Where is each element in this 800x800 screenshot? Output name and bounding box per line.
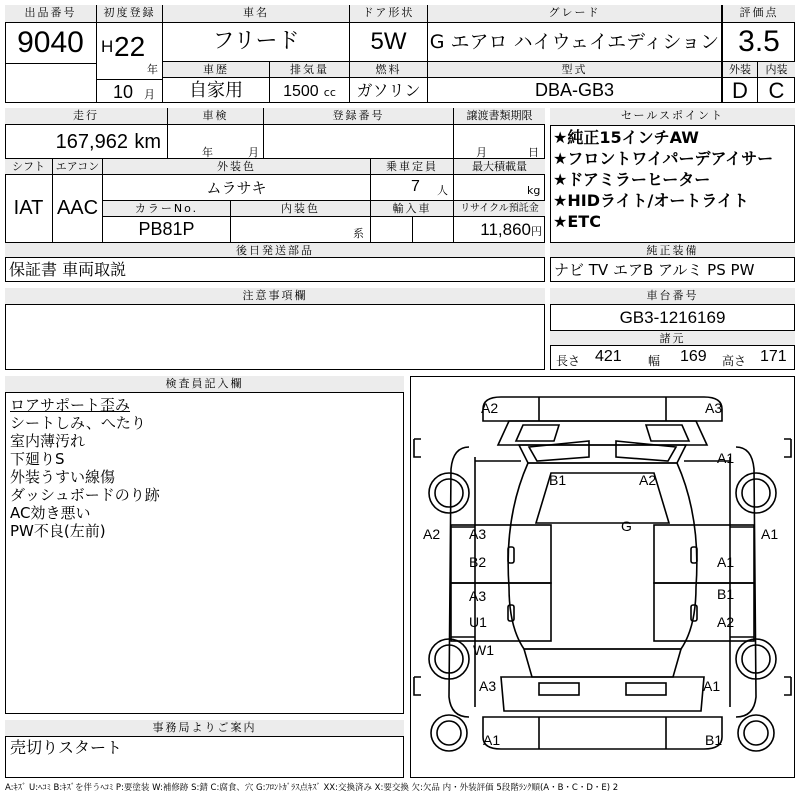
car-outline [414, 397, 791, 751]
car-diagram-svg [411, 377, 794, 777]
later-parts-label: 後日発送部品 [5, 242, 545, 258]
import-cell-1 [371, 217, 413, 242]
inspection-month-unit: 月 [248, 146, 259, 158]
door-type: 5W [350, 23, 428, 61]
interior-label: 内装 [758, 61, 795, 78]
damage-code: A1 [717, 554, 735, 570]
month: 10 [113, 82, 134, 102]
damage-code: A2 [481, 400, 499, 416]
ac-label: エアコン [53, 158, 103, 175]
mileage-label: 走行 [5, 108, 168, 125]
capacity [371, 175, 454, 201]
height-value: 171 [760, 348, 787, 365]
recycle-value: 11,860 [480, 220, 531, 239]
office-note: 売切りスタート [10, 738, 123, 757]
length-label: 長さ [556, 354, 581, 368]
height-label: 高さ [722, 354, 747, 368]
sales-points-label: セールスポイント [550, 108, 795, 126]
legend: A:ｷｽﾞ U:ﾍｺﾐ B:ｷｽﾞを伴うﾍｺﾐ P:要塗装 W:補修跡 S:錆 C:腐食、穴 G:ﾌﾛﾝﾄｶﾞﾗｽ点ｷｽﾞ XX:交換済み X:要交換 欠:欠品 内・外装評価 5段階ﾗﾝｸ順(A・B・C・D・E) 2 [5, 783, 619, 793]
lot-blank [5, 63, 97, 103]
damage-code: A1 [717, 450, 735, 466]
dimensions-label: 諸元 [550, 330, 795, 346]
capacity-unit: 人 [437, 184, 448, 197]
damage-code: A2 [423, 526, 441, 542]
model-code: DBA-GB3 [428, 78, 722, 103]
equipment: ナビ TV エアB アルミ PS PW [554, 261, 755, 279]
score: 3.5 [722, 23, 795, 61]
score-label: 評価点 [722, 5, 795, 23]
registration-year [97, 23, 163, 79]
grade-label: グレード [428, 5, 722, 23]
damage-code: A3 [705, 400, 723, 416]
registration-label: 初度登録 [97, 5, 163, 23]
sales-point: ★HIDライト/オートライト [553, 191, 749, 210]
sales-point: ★ETC [553, 212, 601, 231]
air-conditioner: AAC [53, 175, 103, 242]
inspector-line: シートしみ、へたり [10, 414, 146, 432]
year: 22 [114, 31, 146, 62]
recycle-unit: 円 [531, 225, 542, 238]
sales-points-list [550, 127, 795, 243]
capacity-value: 7 [411, 178, 420, 195]
damage-code: A2 [717, 614, 735, 630]
max-load [454, 175, 545, 201]
car-name-label: 車名 [163, 5, 350, 23]
displacement-unit: cc [323, 86, 336, 99]
chassis-label: 車台番号 [550, 288, 795, 305]
mileage-unit: km [134, 131, 161, 153]
capacity-label: 乗車定員 [371, 158, 454, 175]
width-label: 幅 [648, 354, 661, 368]
interior-color-unit: 系 [353, 227, 364, 240]
registration-month [97, 79, 163, 103]
damage-marks [423, 400, 778, 748]
damage-code: B1 [549, 472, 567, 488]
width-value: 169 [680, 348, 707, 365]
damage-code: A1 [703, 678, 721, 694]
inspector-label: 検査員記入欄 [5, 376, 404, 393]
damage-code: A3 [469, 526, 487, 542]
color-number: PB81P [103, 217, 231, 242]
history-label: 車歴 [163, 61, 270, 78]
displacement [270, 78, 350, 103]
deadline-day-unit: 日 [528, 146, 539, 158]
deadline-date [454, 125, 545, 158]
inspection-year-unit: 年 [202, 146, 213, 158]
damage-code: A1 [761, 526, 779, 542]
sales-point: ★フロントワイパーデアイサー [553, 149, 774, 168]
fuel: ガソリン [350, 78, 428, 103]
damage-code: W1 [473, 642, 494, 658]
sales-point: ★純正15インチAW [553, 128, 699, 147]
deadline-label: 譲渡書類期限 [454, 108, 545, 125]
recycle-fee [454, 217, 545, 242]
notes-label: 注意事項欄 [5, 288, 545, 305]
history: 自家用 [163, 78, 270, 103]
notes [5, 305, 545, 370]
shift-label: シフト [5, 158, 53, 175]
inspection-label: 車検 [168, 108, 264, 125]
damage-code: A3 [479, 678, 497, 694]
later-parts: 保証書 車両取説 [9, 260, 127, 279]
recycle-label: リサイクル預託金 [454, 201, 545, 217]
load-unit: kg [527, 184, 541, 197]
damage-code: G [621, 518, 632, 534]
model-label: 型式 [428, 61, 722, 78]
color-no-label: カラーNo. [103, 201, 231, 217]
interior-grade: C [768, 78, 785, 103]
interior-color [231, 217, 371, 242]
damage-code: B1 [717, 586, 735, 602]
car-name: フリード [163, 23, 350, 61]
dimensions [550, 346, 795, 370]
chassis-number: GB3-1216169 [619, 308, 726, 327]
inspector-line: 室内薄汚れ [10, 432, 86, 450]
month-unit: 月 [144, 88, 155, 101]
door-label: ドア形状 [350, 5, 428, 23]
damage-code: B1 [705, 732, 723, 748]
damage-code: B2 [469, 554, 487, 570]
shift: IAT [5, 175, 53, 242]
damage-code: A1 [483, 732, 501, 748]
lot-label: 出品番号 [5, 5, 97, 23]
inspector-notes [5, 396, 404, 706]
inspector-line: AC効き悪い [10, 504, 91, 522]
grade: G エアロ ハイウェイエディション [428, 23, 722, 61]
damage-code: A2 [639, 472, 657, 488]
import-cell-2 [413, 217, 454, 242]
inspector-line: PW不良(左前) [10, 522, 106, 540]
exterior-color-label: 外装色 [103, 158, 371, 175]
exterior-grade: D [722, 78, 758, 103]
deadline-month-unit: 月 [476, 146, 487, 158]
year-unit: 年 [147, 63, 158, 76]
inspector-line: ロアサポート歪み [10, 396, 131, 414]
car-diagram [410, 376, 795, 778]
import-label: 輸入車 [371, 201, 454, 217]
sales-point: ★ドアミラーヒーター [553, 170, 711, 189]
inspection-date [168, 125, 264, 158]
plate-number [264, 125, 454, 158]
damage-code: U1 [469, 614, 487, 630]
inspector-line: 下廻りS [10, 450, 65, 468]
load-label: 最大積載量 [454, 158, 545, 175]
inspector-line: ダッシュボードのり跡 [10, 486, 160, 504]
exterior-color: ムラサキ [103, 175, 371, 201]
lot-number: 9040 [5, 23, 97, 63]
interior-color-label: 内装色 [231, 201, 371, 217]
exterior-label: 外装 [722, 61, 758, 78]
mileage-value: 167,962 [55, 131, 128, 153]
equipment-label: 純正装備 [550, 242, 795, 258]
inspector-line: 外装うすい線傷 [10, 468, 116, 486]
displacement-label: 排気量 [270, 61, 350, 78]
length-value: 421 [595, 348, 622, 365]
fuel-label: 燃料 [350, 61, 428, 78]
plate-label: 登録番号 [264, 108, 454, 125]
damage-code: A3 [469, 588, 487, 604]
office-label: 事務局よりご案内 [5, 720, 404, 737]
era: H [101, 37, 114, 56]
displacement-value: 1500 [283, 83, 319, 100]
mileage [5, 125, 168, 158]
